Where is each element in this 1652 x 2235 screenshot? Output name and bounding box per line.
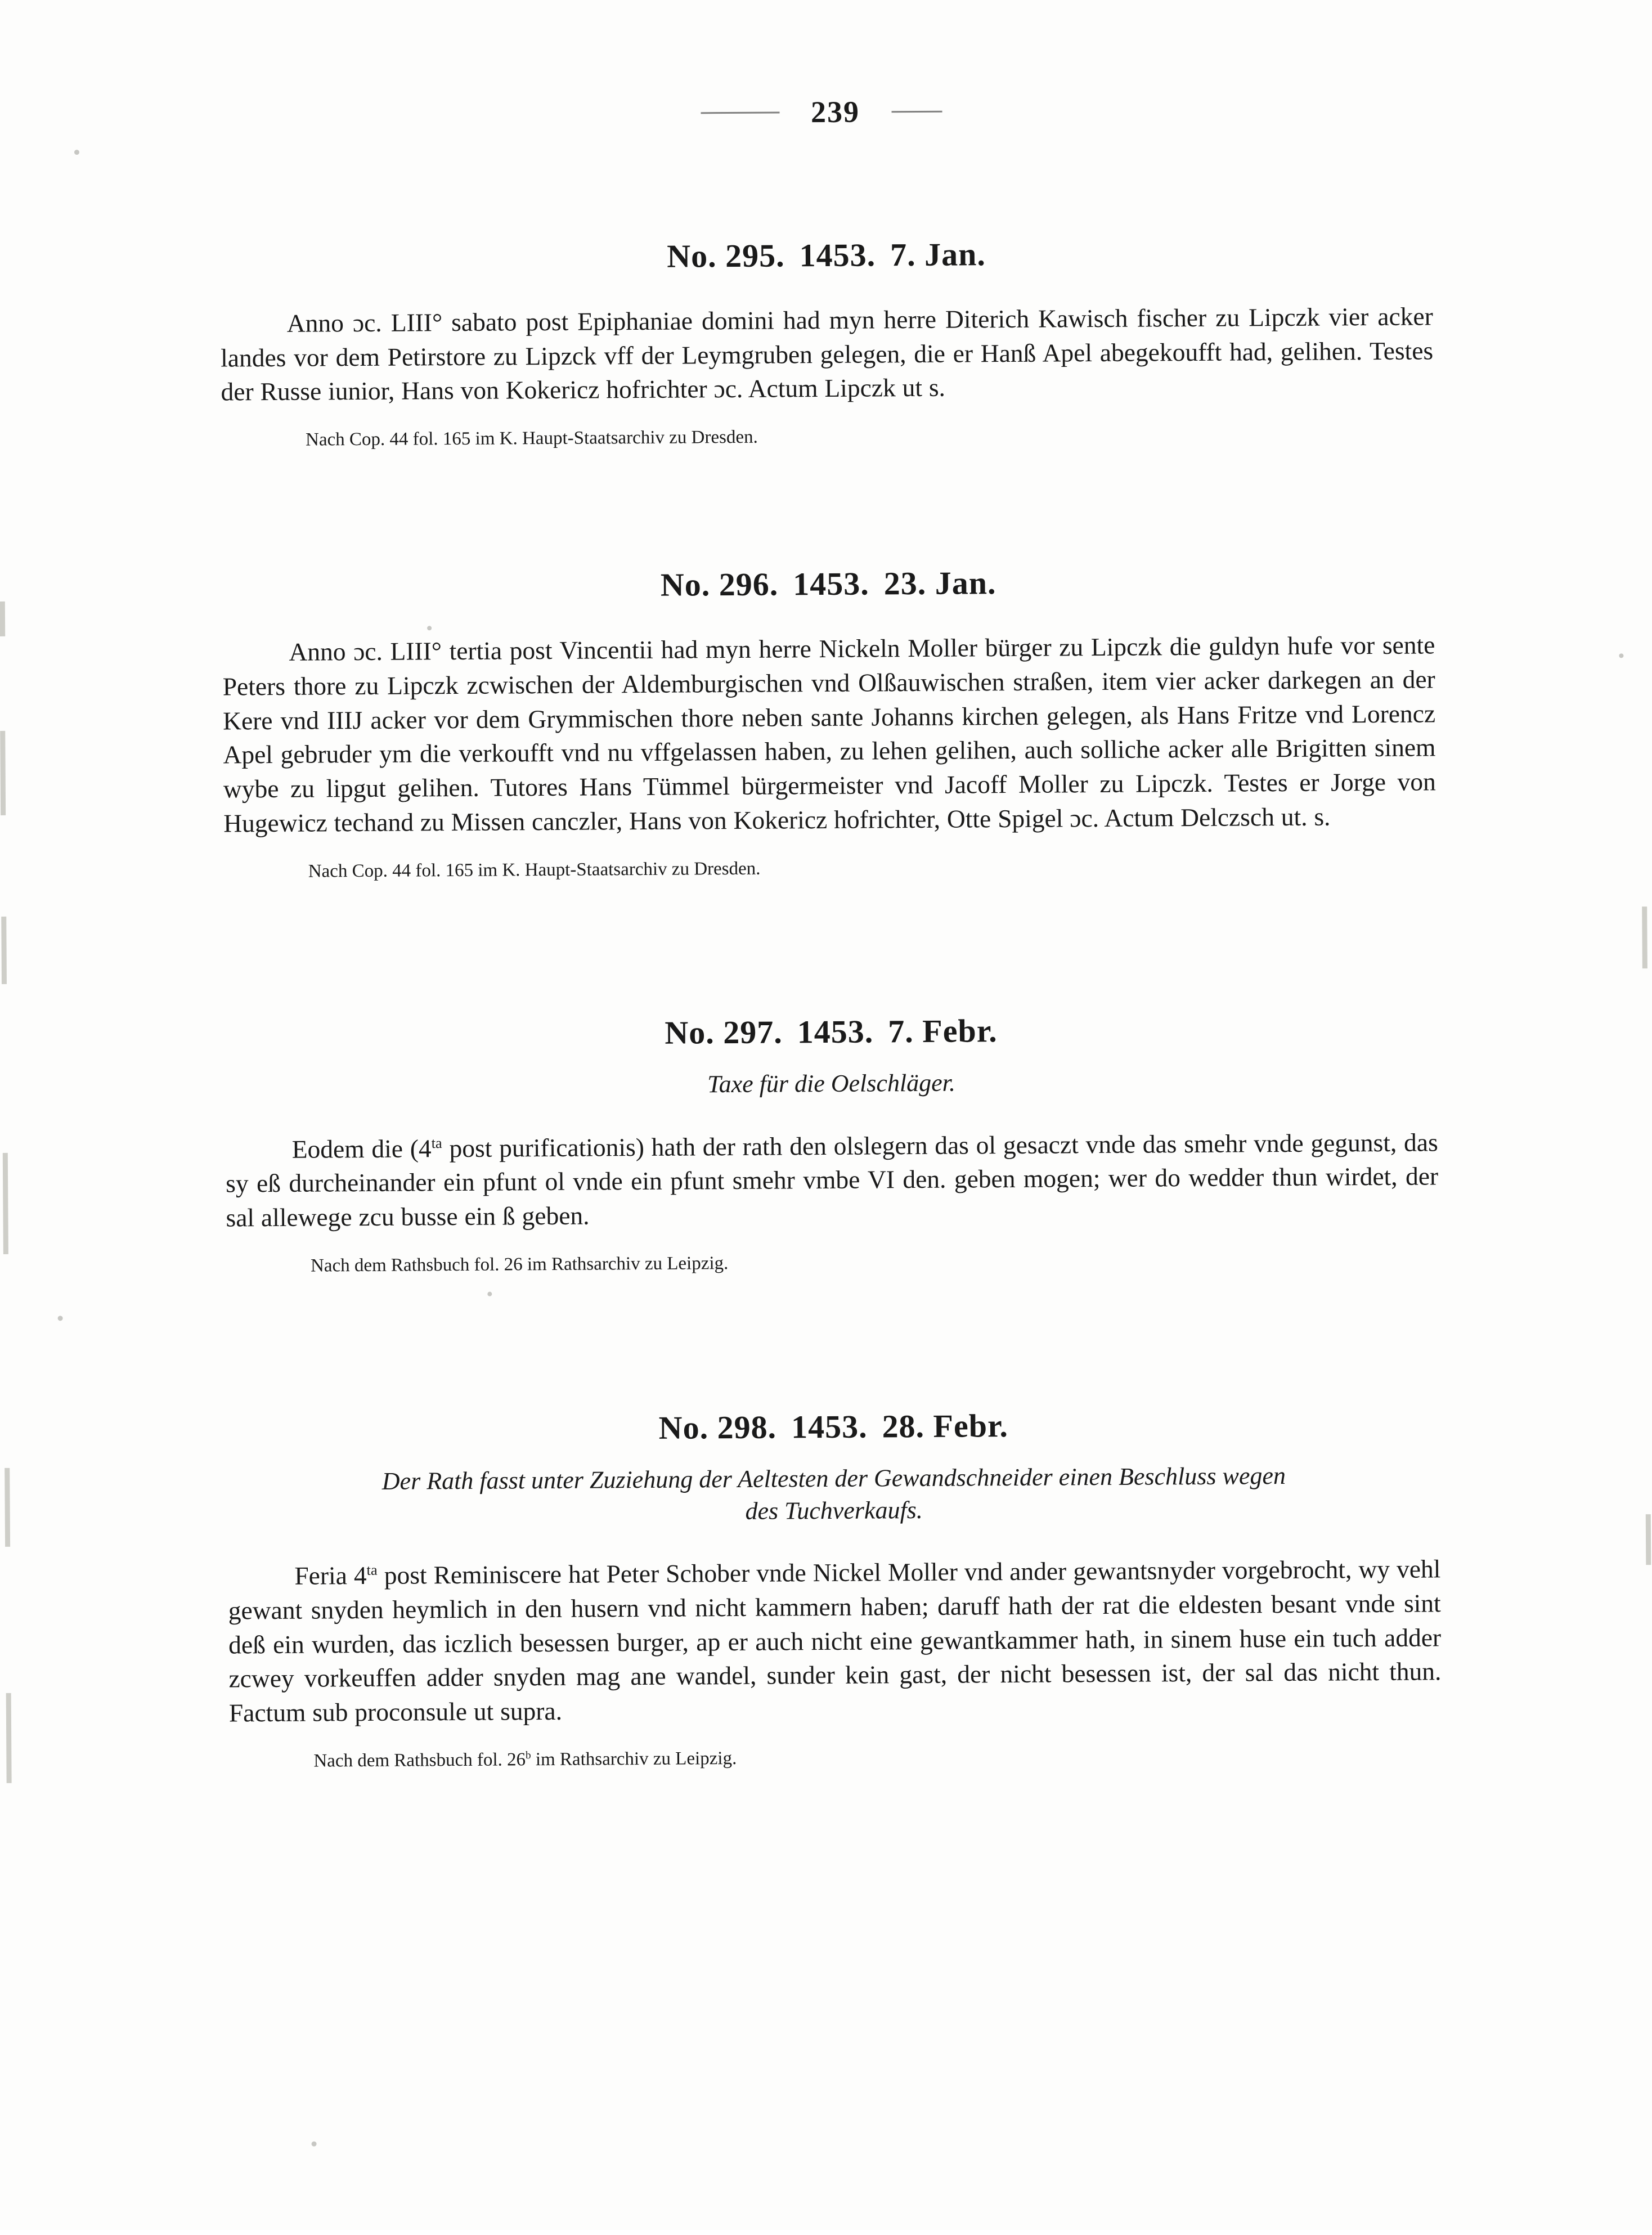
entry-296-source: Nach Cop. 44 fol. 165 im K. Haupt-Staatsarchiv zu Dresden. — [308, 858, 761, 882]
entry-297-body-post: post purificationis) hath der rath den olslegern das ol gesaczt vnde das smehr vnde gegunst, das sy eß durcheinander ein pfunt ol vnde ein pfunt smehr vmbe VI den. geben mogen; wer do wedder thun wirdet, der sal allewege zcu busse ein ß geben. — [225, 1127, 1439, 1232]
entry-297-body-pre: Eodem die (4 — [291, 1133, 432, 1164]
entry-296-number: No. 296. — [660, 566, 779, 603]
entry-296-year: 1453. — [793, 565, 869, 603]
scan-speckle — [487, 1292, 492, 1296]
entry-298-body-post: post Reminiscere hat Peter Schober vnde Nickel Moller vnd ander gewantsnyder vorgebrocht, wy vehl gewant snyden heymlich in den husern vnd nicht kammern haben; daruff hath der rat die eldesten besant vnde sint deß ein wurden, das iczlich besessen burger, ap er auch nicht eine gewantkammer hath, in sinem huse ein tuch adder zcwey vorkeuffen adder snyden mag ane wandel, sunder kein gast, der nicht besessen ist, der sal das nicht thun. Factum sub proconsule ut supra. — [228, 1554, 1442, 1727]
scan-edge-mark — [6, 1693, 12, 1783]
text-column — [220, 232, 1442, 1774]
scan-edge-mark — [1, 917, 7, 984]
entry-298-source-pre: Nach dem Rathsbuch fol. 26 — [313, 1749, 526, 1771]
decorative-rule-right — [891, 110, 942, 113]
entry-297 — [225, 1009, 1439, 1278]
entry-298-body-pre: Feria 4 — [294, 1561, 367, 1590]
entry-295-year: 1453. — [799, 236, 876, 274]
entry-298-number: No. 298. — [658, 1408, 777, 1446]
entry-298-source-superscript: b — [525, 1749, 531, 1762]
scan-speckle — [312, 2142, 317, 2147]
entry-298 — [227, 1404, 1442, 1774]
entry-295-body: Anno ɔc. LIII° sabato post Epiphaniae domini had myn herre Diterich Kawisch fischer zu Lipczk vier acker landes vor dem Petirstore zu Lipzck vff der Leymgruben gelegen, die er Hanß Apel abegekoufft had, gelihen. Testes der Russe iunior, Hans von Kokericz hofrichter ɔc. Actum Lipczk ut s. — [221, 302, 1434, 407]
running-head — [0, 89, 1647, 150]
scan-edge-mark — [3, 1153, 8, 1254]
decorative-rule-left — [701, 111, 779, 114]
entry-297-date: 7. Febr. — [888, 1012, 998, 1050]
entry-297-year: 1453. — [797, 1013, 874, 1051]
entry-297-body — [226, 1125, 1439, 1235]
entry-298-date: 28. Febr. — [882, 1407, 1009, 1445]
entry-297-subtitle: Taxe für die Oelschläger. — [707, 1069, 956, 1098]
scan-edge-mark — [1646, 1514, 1651, 1565]
entry-298-subtitle-line-1: Der Rath fasst unter Zuziehung der Aeltesten der Gewandschneider einen Beschluss wegen — [381, 1461, 1286, 1495]
entry-296-date: 23. Jan. — [883, 564, 996, 602]
scan-speckle — [58, 1316, 63, 1321]
scan-edge-mark — [0, 731, 6, 815]
entry-297-source: Nach dem Rathsbuch fol. 26 im Rathsarchiv zu Leipzig. — [310, 1253, 729, 1276]
scan-speckle — [427, 626, 432, 630]
entry-296 — [222, 561, 1436, 883]
page-number: 239 — [810, 95, 860, 129]
entry-297-number: No. 297. — [665, 1013, 783, 1052]
scan-edge-mark — [5, 1468, 10, 1547]
entry-295-number: No. 295. — [667, 237, 785, 275]
scan-edge-mark — [1642, 906, 1647, 968]
entry-298-subtitle-line-2: des Tuchverkaufs. — [745, 1496, 923, 1525]
entry-298-source-post: im Rathsarchiv zu Leipzig. — [531, 1748, 737, 1770]
entry-295 — [220, 232, 1434, 452]
entry-297-body-superscript: ta — [431, 1134, 442, 1151]
entry-298-body-superscript: ta — [366, 1561, 378, 1578]
entry-295-source: Nach Cop. 44 fol. 165 im K. Haupt-Staatsarchiv zu Dresden. — [305, 427, 758, 450]
entry-298-year: 1453. — [791, 1408, 868, 1446]
scan-speckle — [1619, 653, 1623, 658]
entry-296-body: Anno ɔc. LIII° tertia post Vincentii had myn herre Nickeln Moller bürger zu Lipczk die guldyn hufe vor sente Peters thore zu Lipczk zcwischen der Aldemburgischen vnd Olßauwischen straßen, item vier acker darkegen an der Kere vnd IIIJ acker vor dem Grymmischen thore neben sante Johanns kirchen gelegen, als Hans Fritze vnd Lorencz Apel gebruder ym die verkoufft vnd nu vffgelassen haben, zu lehen gelihen, auch solliche acker alle Brigitten sinem wybe zu lipgut gelihen. Tutores Hans Tümmel bürgermeister vnd Jacoff Moller zu Lipczk. Testes er Jorge von Hugewicz techand zu Missen canczler, Hans von Kokericz hofrichter, Otte Spigel ɔc. Actum Delczsch ut. s. — [222, 630, 1436, 838]
scan-speckle — [74, 150, 79, 155]
entry-298-body — [228, 1552, 1442, 1730]
scan-edge-mark — [0, 602, 5, 636]
entry-295-date: 7. Jan. — [890, 236, 986, 273]
